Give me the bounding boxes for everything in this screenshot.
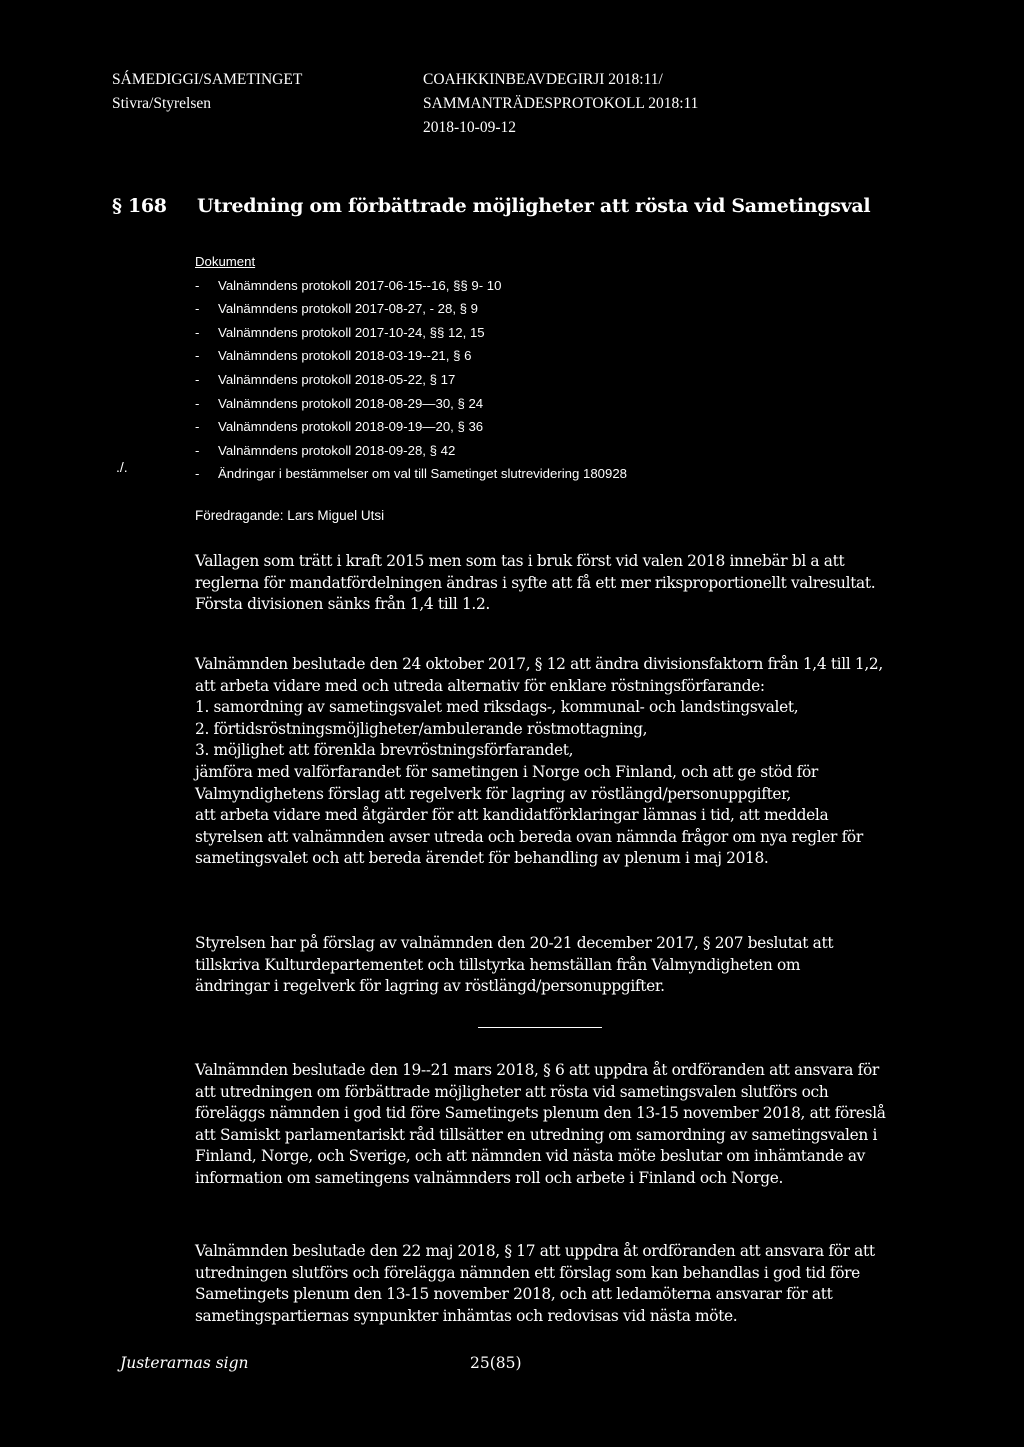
- protocol-date: 2018-10-09-12: [423, 119, 516, 136]
- text-line: utredningen slutförs och förelägga nämnden ett förslag som kan behandlas i god tid före: [195, 1263, 860, 1282]
- text-line: Första divisionen sänks från 1,4 till 1.2.: [195, 595, 490, 614]
- list-item: - Valnämndens protokoll 2018-08-29—30, § 24: [195, 395, 484, 411]
- signature-label: Justerarnas sign: [120, 1354, 249, 1372]
- text-line: sametingspartiernas synpunkter inhämtas och redovisas vid nästa möte.: [195, 1306, 738, 1325]
- paragraph-election-law: [195, 551, 915, 616]
- text-line: föreläggs nämnden i god tid före Sametingets plenum den 13-15 november 2018, att föreslå: [195, 1104, 886, 1123]
- text-line: Valnämnden beslutade den 19--21 mars 2018, § 6 att uppdra åt ordföranden att ansvara för: [195, 1061, 879, 1079]
- text-line: sametingsvalet och att bereda ärendet för behandling av plenum i maj 2018.: [195, 849, 769, 868]
- org-name: SÁMEDIGGI/SAMETINGET: [112, 71, 303, 88]
- text-line: att Samiskt parlamentariskt råd tillsätter en utredning om samordning av sametingsvalen i: [195, 1125, 878, 1144]
- text-line: att arbeta vidare med och utreda alternativ för enklare röstningsförfarande:: [195, 676, 765, 695]
- text-line: Valmyndighetens förslag att regelverk för lagring av röstlängd/personuppgifter,: [195, 784, 792, 803]
- text-line: att arbeta vidare med åtgärder för att kandidatförklaringar lämnas i tid, att meddela: [195, 806, 829, 825]
- text-line: tillskriva Kulturdepartementet och tillstyrka hemställan från Valmyndigheten om: [195, 955, 801, 974]
- text-line: Valnämnden beslutade den 24 oktober 2017, § 12 att ändra divisionsfaktorn från 1,4 till 1,2,: [195, 655, 883, 673]
- list-item: - Valnämndens protokoll 2017-06-15--16, §§ 9- 10: [195, 277, 502, 293]
- divider: [478, 1027, 602, 1028]
- list-item: - Valnämndens protokoll 2017-08-27, - 28, § 9: [195, 301, 479, 317]
- list-item: - Valnämndens protokoll 2018-03-19--21, § 6: [195, 348, 472, 364]
- section-heading: [112, 195, 870, 217]
- section-number: § 168: [112, 195, 167, 217]
- text-line: Valnämnden beslutade den 22 maj 2018, § 17 att uppdra åt ordföranden att ansvara för att: [195, 1242, 875, 1260]
- paragraph-march-decision: [195, 1060, 915, 1190]
- documents-heading: Dokument: [195, 254, 256, 269]
- text-line: att utredningen om förbättrade möjligheter att rösta vid sametingsvalen slutförs och: [195, 1082, 829, 1101]
- list-item: - Valnämndens protokoll 2018-09-28, § 42: [195, 442, 456, 458]
- attachment-marker: ./.: [116, 459, 128, 475]
- presenter-line: Föredragande: Lars Miguel Utsi: [195, 508, 385, 523]
- paragraph-october-decision: [195, 654, 915, 870]
- header-protocol: [423, 68, 698, 140]
- text-line: styrelsen att valnämnden avser utreda och bereda ovan nämnda frågor om nya regler för: [195, 827, 863, 846]
- text-line: Styrelsen har på förslag av valnämnden den 20-21 december 2017, § 207 beslutat att: [195, 934, 834, 952]
- text-line: reglerna för mandatfördelningen ändras i syfte att få ett mer riksproportionellt valresultat.: [195, 573, 876, 592]
- text-line: ändringar i regelverk för lagring av röstlängd/personuppgifter.: [195, 977, 665, 996]
- header-organization: [112, 68, 302, 116]
- protocol-title-sami: COAHKKINBEAVDEGIRJI 2018:11/: [423, 71, 663, 88]
- documents-list: [195, 250, 627, 486]
- text-line: 2. förtidsröstningsmöjligheter/ambulerande röstmottagning,: [195, 719, 648, 738]
- text-line: Sametingets plenum den 13-15 november 2018, och att ledamöterna ansvarar för att: [195, 1285, 833, 1304]
- page-number: 25(85): [470, 1354, 522, 1372]
- list-item: - Valnämndens protokoll 2018-09-19—20, § 36: [195, 419, 484, 435]
- list-item: - Valnämndens protokoll 2018-05-22, § 17: [195, 371, 456, 387]
- text-line: jämföra med valförfarandet för sametingen i Norge och Finland, och att ge stöd för: [195, 762, 818, 781]
- text-line: information om sametingens valnämnders roll och arbete i Finland och Norge.: [195, 1168, 784, 1187]
- text-line: 3. möjlighet att förenkla brevröstningsförfarandet,: [195, 741, 574, 760]
- text-line: Finland, Norge, och Sverige, och att nämnden vid nästa möte beslutar om inhämtande av: [195, 1147, 866, 1166]
- protocol-title-swedish: SAMMANTRÄDESPROTOKOLL 2018:11: [423, 95, 699, 112]
- text-line: 1. samordning av sametingsvalet med riksdags-, kommunal- och landstingsvalet,: [195, 698, 799, 717]
- org-unit: Stivra/Styrelsen: [112, 95, 212, 112]
- list-item: - Ändringar i bestämmelser om val till Sametinget slutrevidering 180928: [195, 466, 628, 482]
- paragraph-board-decision: [195, 933, 915, 998]
- section-title: Utredning om förbättrade möjligheter att rösta vid Sametingsval: [197, 195, 871, 217]
- text-line: Vallagen som trätt i kraft 2015 men som tas i bruk först vid valen 2018 innebär bl a att: [195, 552, 845, 570]
- list-item: - Valnämndens protokoll 2017-10-24, §§ 12, 15: [195, 324, 485, 340]
- paragraph-may-decision: [195, 1241, 915, 1327]
